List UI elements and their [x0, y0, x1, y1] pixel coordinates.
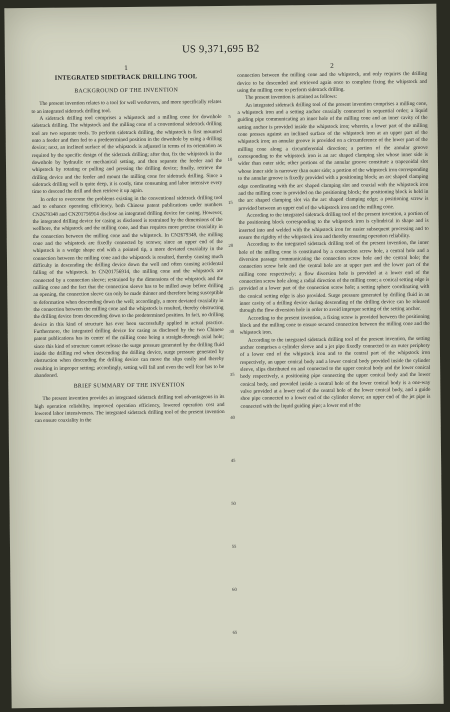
line-number: 65 — [232, 629, 238, 635]
patent-page — [4, 4, 443, 708]
publication-number: US 9,371,695 B2 — [182, 43, 260, 56]
line-number: 30 — [229, 328, 235, 334]
line-number: 35 — [229, 371, 235, 377]
line-number: 15 — [228, 199, 233, 205]
line-number: 45 — [230, 457, 236, 463]
line-number: 60 — [232, 586, 237, 592]
summary-heading: BRIEF SUMMARY OF THE INVENTION — [73, 382, 185, 390]
line-number: 50 — [231, 500, 236, 506]
right-column — [237, 62, 431, 411]
paragraph: The present invention relates to a tool for well workovers, and more specifically relates to an integrated sidetrack drilling tool. — [31, 99, 222, 115]
line-number: 10 — [227, 156, 233, 162]
line-number: 25 — [228, 285, 234, 291]
paragraph: According to the present invention, a fixing screw is provided between the positioning block and the milling cone to ensure secured connection between the milling cone and the whipstock iron. — [239, 313, 430, 337]
column-number-right: 2 — [330, 61, 334, 70]
paragraph: An integrated sidetrack drilling tool of the present invention comprises a milling cone, a whipstock iron and a setting anchor coaxially connected in sequential order; a liquid guiding pipe communicating an inner hole of the milling cone and an inner cavity of the setting anchor is provided inside the whipstock iron; wherein, a lower part of the milling cone presses against an inclined surface of the whipstock iron at an upper part of the whipstock iron; an annular groove is provided on a circumference of the lower part of the milling cone along a circumferential direction; a portion of the annular groove corresponding to the whipstock iron is an arc shaped clamping slot whose inner side is wider than outer side; other portions of the annular groove constitute a trapezoidal slot whose inner side is narrower than outer side; a portion of the whipstock iron corresponding to the annular groove is fixedly provided with a positioning block; an arc shaped clamping edge coordinating with the arc shaped clamping slot and coaxial with the whipstock iron and the milling cone is provided on the positioning block; the positioning block is held in the arc shaped clamping slot via the arc shaped clamping edge; a positioning screw is provided between an upper end of the whipstock iron and the milling cone. — [237, 100, 429, 212]
paragraph: The present invention is attained as follows: — [245, 94, 337, 102]
paragraph: The present invention provides an integrated sidetrack drilling tool advantageous in its high operation reliability, improved operation efficiency, lowered operation cost and lowered labor intensiveness. The integrated sidetrack drilling tool of the present invention can ensure coaxiality in the — [34, 394, 225, 425]
paragraph: connection between the milling cone and the whipstock, and only requires the drilling device to be descended and retrieved again once to complete fixing the whipstock and using the milling cone to perform sidetrack drilling. — [237, 71, 428, 94]
left-column — [31, 64, 225, 426]
paragraph: A sidetrack drilling tool comprises a whipstock and a milling cone for downhole sidetrack drilling. The whipstock and the milling cone of a conventional sidetrack drilling tool are two separate tools. To perform sidetrack drilling, the whipstock is first mounted onto a feeder and then fed to a predetermined position in the downhole by using a drilling device; next, an inclined surface of the whipstock is adjusted in terms of its orientation as required by the specific design of the sidetrack drilling; after that, fix the whipstock in the downhole by hydraulic or mechanical setting, and then separate the feeder and the whipstock by rotating or pulling and pressing the drilling device; finally, retrieve the drilling device and the feeder and mount the milling cone for sidetrack drilling. Since a sidetrack drilling well is quite deep, it is costly, time consuming and labor intensive every time to descend the drill and then retrieve it up again. — [31, 114, 223, 196]
line-number: 40 — [230, 414, 235, 420]
line-number: 20 — [228, 242, 234, 248]
line-number: 5 — [228, 113, 231, 119]
column-number-left: 1 — [124, 63, 128, 73]
paragraph: In order to overcome the problems existing in the conventional sidetrack drilling tool and to enhance operating efficiency, both Chinese patent publications under numbers CN2679348 and CN201756914 disclose an integrated drilling device for casing. However, the integrated drilling device for casing as disclosed is restrained by the dimensions of the wellbore, the whipstock and the milling cone, and thus requires more precise coaxiality in the connection between the milling cone and the whipstock. In CN2679348, the milling cone and the whipstock are fixedly connected by screws; since an upper end of the whipstock is a wedge shape end with a pointed tip, a more deviated coaxiality in the connection between the milling cone and the whipstock is resulted, thereby causing much difficulty in descending the drilling device down the well and often causing accidental falling of the whipstock. In CN201756914, the milling cone and the whipstock are connected by a connection sleeve; restrained by the dimensions of the whipstock and the milling cone and the fact that the connection sleeve has to be milled away before drilling an opening, the connection sleeve can only be made thinner and therefore being susceptible to deformation when descending down the well; accordingly, a more deviated coaxiality in the connection between the milling cone and the whipstock is resulted, thereby obstructing the drilling device from descending down to the predetermined position. In fact, no drilling device in this kind of structure has ever been successfully applied in actual practice. Furthermore, the integrated drilling device for casing as disclosed by the two Chinese patent publications has its center of the milling cone being a straight-through axial hole; since this kind of structure cannot release the surge pressure generated by the drilling fluid inside the drilling rod when descending the drilling device, surge pressure generated by obstruction when descending the drilling device can move the slips easily and thereby resulting in improper setting; accordingly, setting will fail and even the well fear has to be abandoned. — [32, 194, 225, 380]
paragraph: According to the integrated sidetrack drilling tool of the present invention, the inner hole of the milling cone is constituted by a connection screw hole, a central hole and a diversion passage communicating the connection screw hole and the central hole; the connection screw hole and the central hole are at upper part and the lower part of the milling cone respectively; a flow diversion hole is provided at a lower end of the connection screw hole along a radial direction of the milling cone; a conical setting edge is provided at a lower part of the connection screw hole; a setting sphere coordinating with the conical setting edge is also provided. Surge pressure generated by drilling fluid in an inner cavity of a drilling device during descending of the drilling device can be released through the flow diversion hole in order to avoid improper setting of the setting anchor. — [238, 240, 430, 315]
background-heading: BACKGROUND OF THE INVENTION — [74, 87, 179, 95]
invention-title: INTEGRATED SIDETRACK DRILLING TOOL — [54, 73, 198, 83]
line-number: 55 — [231, 543, 237, 549]
paragraph: According to the integrated sidetrack drilling tool of the present invention, a portion of the positioning block corresponding to the whipstock iron is cylindrical in shape and is inserted into and welded with the whipstock iron for easier subsequent processing and to ensure the rigidity of the whipstock iron and thereby ensuring operation reliability. — [238, 210, 429, 241]
paragraph: According to the integrated sidetrack drilling tool of the present invention, the setting anchor comprises a cylinder sleeve and a jet pipe fixedly connected to an outer periphery of a lower end of the whipstock iron and to the central part of the whipstock iron respectively, an upper conical body and a lower conical body provided inside the cylinder sleeve, slips distributed on and connected to the upper conical body and the lower conical body respectively, a positioning pipe connecting the upper conical body and the lower conical body, and provided inside a central hole of the lower conical body is a one-way valve provided at a lower end of the central hole of the lower conical body, and a guide shoe pipe connected to a lower end of the cylinder sleeve; an upper end of the jet pipe is connected with the liquid guiding pipe; a lower end of the — [239, 335, 431, 410]
